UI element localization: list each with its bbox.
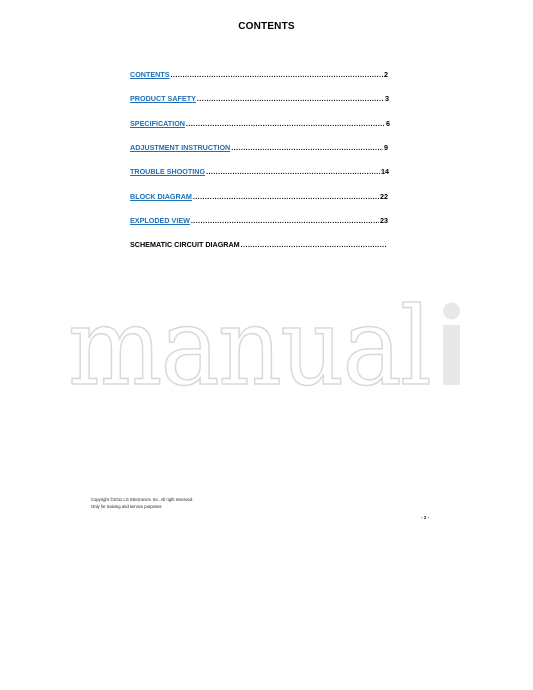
toc-leader-dots <box>193 192 379 201</box>
toc-item-trouble-shooting[interactable] <box>130 167 389 179</box>
toc-leader-dots <box>171 70 383 79</box>
toc-leader-dots <box>206 167 380 176</box>
toc-item-product-safety[interactable] <box>130 94 389 106</box>
toc-item-block-diagram[interactable] <box>130 192 388 204</box>
toc-item-page: 14 <box>381 167 389 176</box>
toc-item-exploded-view[interactable] <box>130 216 388 228</box>
toc-item-label[interactable]: TROUBLE SHOOTING <box>130 167 206 176</box>
toc-item-page: 23 <box>380 216 388 225</box>
toc-item-page: 2 <box>384 70 388 79</box>
usage-note: Only for training and service purposes <box>91 503 162 509</box>
toc-leader-dots <box>241 240 387 249</box>
toc-leader-dots <box>197 94 384 103</box>
toc-leader-dots <box>191 216 379 225</box>
toc-leader-dots <box>186 119 385 128</box>
toc-item-label[interactable]: CONTENTS <box>130 70 170 79</box>
toc-item-label[interactable]: BLOCK DIAGRAM <box>130 192 192 201</box>
toc-item-page: 22 <box>380 192 388 201</box>
toc-item-page: 6 <box>386 119 390 128</box>
page-number: - 2 - <box>421 515 430 520</box>
page-title: CONTENTS <box>238 21 295 32</box>
footer-copyright <box>91 497 193 510</box>
toc-item-specification[interactable] <box>130 119 390 131</box>
copyright-text: Copyright ©2011 LG Electronics. Inc. All right reserved. <box>91 497 194 502</box>
watermark-logo <box>68 298 468 393</box>
toc-item-label: SCHEMATIC CIRCUIT DIAGRAM <box>130 240 240 249</box>
toc-item-label[interactable]: ADJUSTMENT INSTRUCTION <box>130 143 231 152</box>
toc-item-label[interactable]: SPECIFICATION <box>130 119 185 128</box>
toc-item-page: 3 <box>385 94 389 103</box>
toc-item-contents[interactable] <box>130 70 388 82</box>
svg-text:manual: manual <box>68 298 430 393</box>
toc-item-label[interactable]: PRODUCT SAFETY <box>130 94 196 103</box>
toc-item-adjustment-instruction[interactable] <box>130 143 388 155</box>
toc-item-page: 9 <box>384 143 388 152</box>
toc-item-schematic-circuit-diagram <box>130 240 388 252</box>
toc-item-label[interactable]: EXPLODED VIEW <box>130 216 190 225</box>
toc-leader-dots <box>231 143 383 152</box>
